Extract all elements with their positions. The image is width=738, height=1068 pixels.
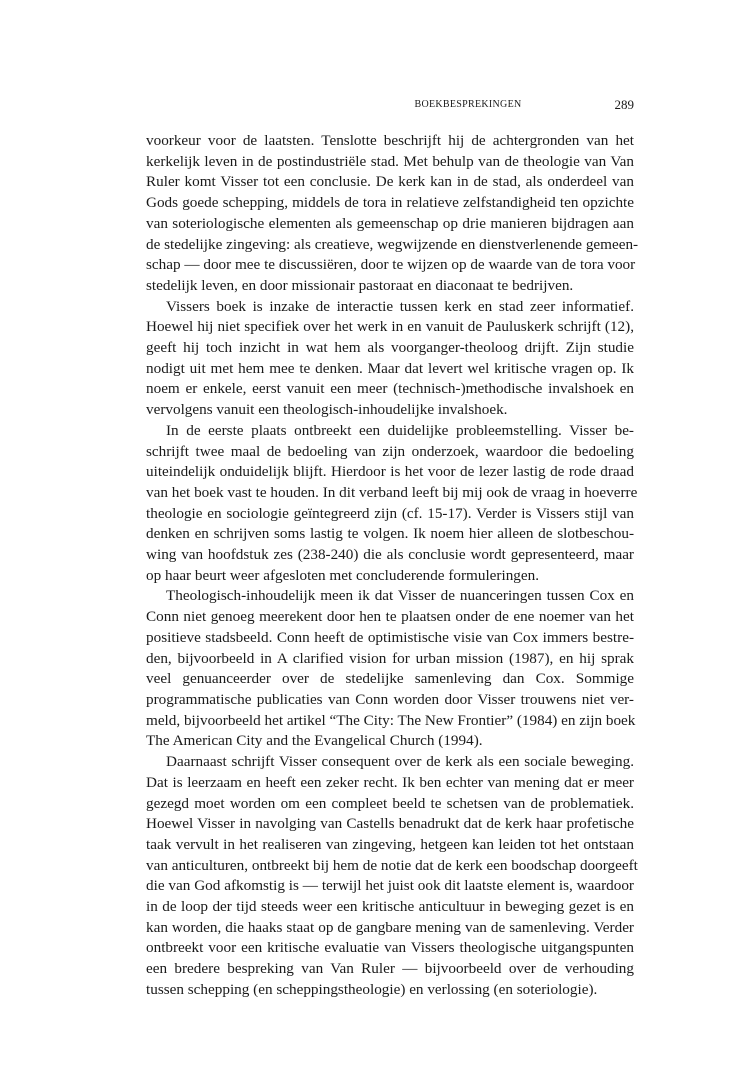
- text-line: meld, bijvoorbeeld het artikel “The City: The New Frontier” (1984) en zijn boek: [146, 711, 636, 729]
- running-head: [146, 96, 634, 116]
- text-line: Ruler komt Visser tot een conclusie. De kerk kan in de stad, als onderdeel van: [146, 173, 634, 191]
- body-text: [146, 131, 639, 1001]
- text-line: noem er enkele, eerst vanuit een meer (technisch-)methodische invalshoek en: [146, 380, 634, 398]
- text-line: Daarnaast schrijft Visser consequent over de kerk als een sociale beweging.: [166, 753, 634, 771]
- text-line: The American City and the Evangelical Church (1994).: [146, 732, 483, 750]
- text-line: vervolgens vanuit een theologisch-inhoudelijke invalshoek.: [146, 401, 508, 419]
- text-line: geeft hij toch inzicht in wat hem als voorganger-theoloog drijft. Zijn studie: [146, 339, 634, 357]
- text-line: Hoewel hij niet specifiek over het werk in en vanuit de Pauluskerk schrijft (12),: [146, 318, 634, 336]
- text-line: taak vervult in het realiseren van zingeving, hetgeen kan leiden tot het ontstaan: [146, 835, 634, 853]
- text-line: in de loop der tijd steeds weer een kritische anticultuur in beweging gezet is en: [146, 898, 634, 916]
- text-line: kan worden, die haaks staat op de gangbare mening van de samenleving. Verder: [146, 918, 634, 936]
- text-line: ontbreekt voor een kritische evaluatie van Vissers theologische uitgangspunten: [146, 939, 634, 957]
- text-line: stedelijk leven, en door missionair pastoraat en diaconaat te bedrijven.: [146, 276, 574, 294]
- text-line: positieve stadsbeeld. Conn heeft de optimistische visie van Cox immers bestre-: [146, 628, 634, 646]
- text-line: den, bijvoorbeeld in A clarified vision for urban mission (1987), en hij sprak: [146, 649, 634, 667]
- text-line: schap — door mee te discussiëren, door te wijzen op de waarde van de tora voor: [146, 256, 636, 274]
- text-line: denken en schrijven soms lastig te volgen. Ik noem hier alleen de slotbeschou-: [146, 525, 634, 543]
- text-line: voorkeur voor de laatsten. Tenslotte beschrijft hij de achtergronden van het: [146, 132, 634, 149]
- page-number: 289: [614, 97, 634, 112]
- text-line: In de eerste plaats ontbreekt een duidelijke probleemstelling. Visser be-: [166, 421, 634, 439]
- text-line: Dat is leerzaam en heeft een zeker recht. Ik ben echter van mening dat er meer: [146, 773, 634, 791]
- text-line: theologie en sociologie geïntegreerd zijn (cf. 15-17). Verder is Vissers stijl van: [146, 504, 634, 522]
- text-line: tussen schepping (en scheppingstheologie) en verlossing (en soteriologie).: [146, 980, 598, 998]
- text-line: Gods goede schepping, middels de tora in relatieve zelfstandigheid ten opzichte: [146, 194, 634, 212]
- text-line: wing van hoofdstuk zes (238-240) die als conclusie wordt gepresenteerd, maar: [146, 546, 634, 564]
- paragraph: [146, 421, 638, 587]
- paragraph: [146, 131, 639, 297]
- text-line: nodigt uit met hem mee te denken. Maar dat levert wel kritische vragen op. Ik: [146, 359, 634, 377]
- text-line: schrijft twee maal de bedoeling van zijn onderzoek, waardoor die bedoeling: [146, 442, 634, 460]
- text-line: kerkelijk leven in de postindustriële stad. Met behulp van de theologie van Van: [146, 152, 634, 170]
- text-line: van soteriologische elementen als gemeenschap op drie manieren bijdragen aan: [146, 214, 634, 232]
- text-line: Theologisch-inhoudelijk meen ik dat Visser de nuanceringen tussen Cox en: [166, 587, 634, 605]
- text-line: programmatische publicaties van Conn worden door Visser trouwens niet ver-: [146, 690, 634, 708]
- text-line: op haar beurt weer afgesloten met concluderende formuleringen.: [146, 566, 540, 584]
- paragraph: [146, 586, 634, 752]
- text-line: Hoewel Visser in navolging van Castells benadrukt dat de kerk haar profetische: [146, 815, 634, 833]
- text-line: Conn niet genoeg meerekent door hen te plaatsen onder de ene noemer van het: [146, 608, 634, 626]
- paragraph: [146, 752, 638, 1000]
- text-line: Vissers boek is inzake de interactie tussen kerk en stad zeer informatief.: [166, 297, 634, 315]
- text-line: gezegd moet worden om een compleet beeld te schetsen van de problematiek.: [146, 794, 634, 812]
- section-title: BOEKBESPREKINGEN: [414, 99, 522, 110]
- text-line: van het boek vast te houden. In dit verband leeft bij mij ook de vraag in hoeverre: [146, 483, 638, 501]
- text-line: veel genuanceerder over de stedelijke samenleving dan Cox. Sommige: [146, 670, 634, 688]
- text-line: een bredere bespreking van Van Ruler — bijvoorbeeld over de verhouding: [146, 960, 634, 978]
- text-line: van anticulturen, ontbreekt bij hem de notie dat de kerk een boodschap doorgeeft: [146, 856, 638, 874]
- text-line: de stedelijke zingeving: als creatieve, wegwijzende en dienstverlenende gemeen-: [146, 235, 639, 253]
- paragraph: [146, 297, 634, 421]
- text-line: uiteindelijk onduidelijk blijft. Hierdoor is het voor de lezer lastig de rode draad: [146, 463, 634, 481]
- text-line: die van God afkomstig is — terwijl het juist ook dit laatste element is, waardoor: [146, 877, 634, 895]
